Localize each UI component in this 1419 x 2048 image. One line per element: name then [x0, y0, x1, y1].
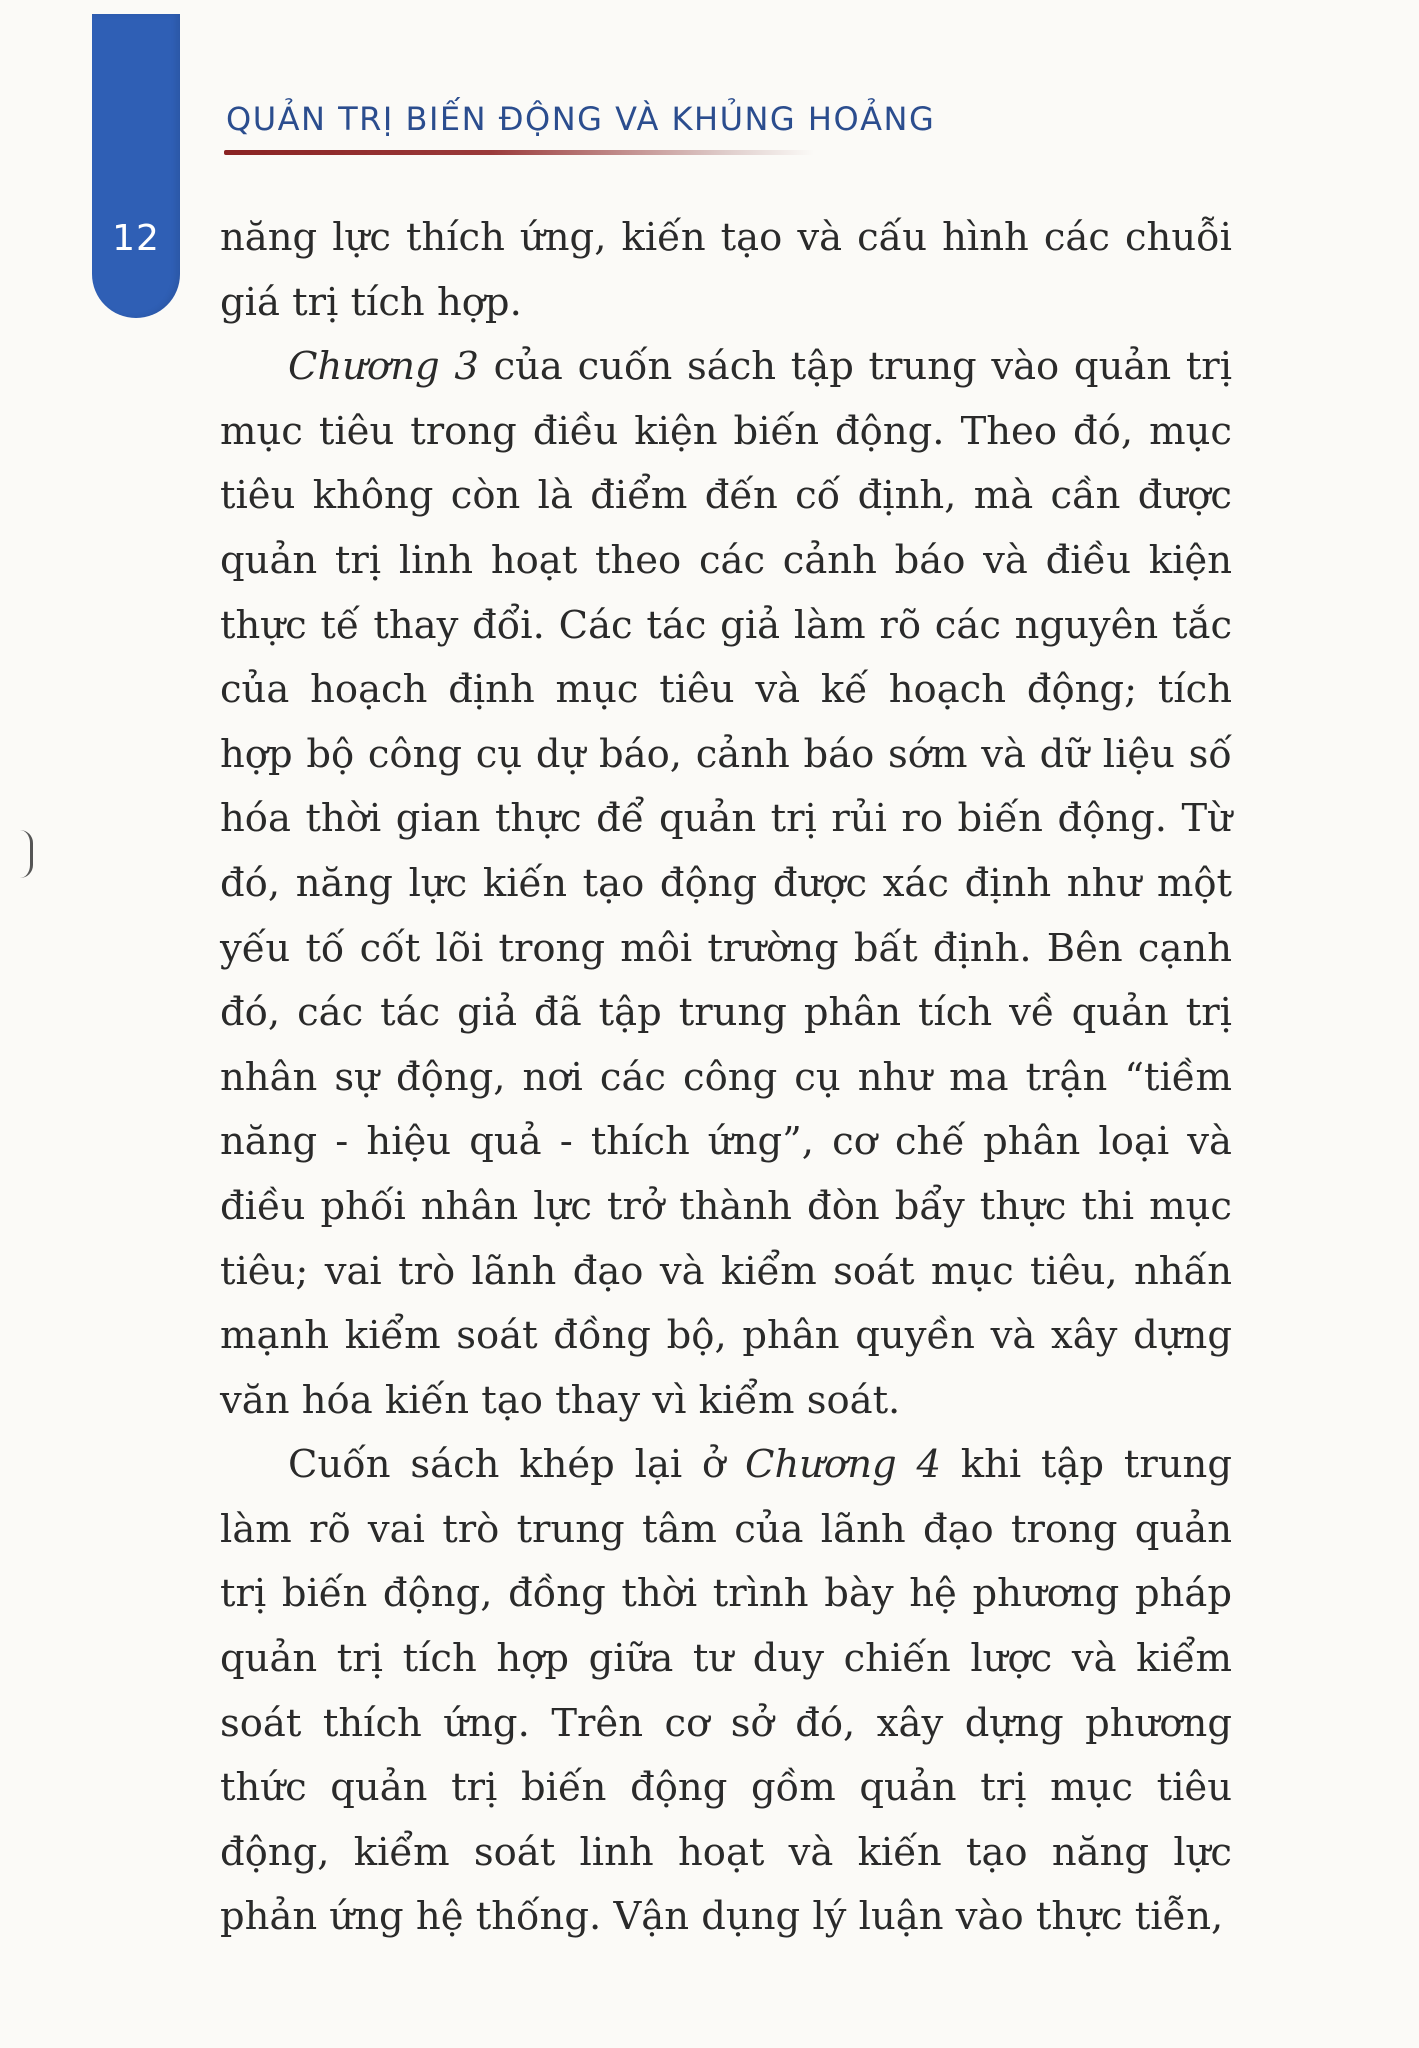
page-number-tab — [92, 14, 180, 318]
margin-mark — [20, 830, 33, 878]
paragraph-3-text-before: Cuốn sách khép lại ở — [288, 1442, 745, 1488]
chapter-4-reference: Chương 4 — [745, 1442, 941, 1488]
paragraph-1 — [220, 206, 1232, 335]
chapter-3-reference: Chương 3 — [288, 344, 479, 390]
body-text — [220, 206, 1232, 1950]
paragraph-2-text: của cuốn sách tập trung vào quản trị mục tiêu trong điều kiện biến động. Theo đó, mục tiêu không còn là điểm đến cố định, mà cần được quản trị linh hoạt theo các cảnh báo và điều kiện thực tế thay đổi. Các tác giả làm rõ các nguyên tắc của hoạch định mục tiêu và kế hoạch động; tích hợp bộ công cụ dự báo, cảnh báo sớm và dữ liệu số hóa thời gian thực để quản trị rủi ro biến động. Từ đó, năng lực kiến tạo động được xác định như một yếu tố cốt lõi trong môi trường bất định. Bên cạnh đó, các tác giả đã tập trung phân tích về quản trị nhân sự động, nơi các công cụ như ma trận “tiềm năng - hiệu quả - thích ứng”, cơ chế phân loại và điều phối nhân lực trở thành đòn bẩy thực thi mục tiêu; vai trò lãnh đạo và kiểm soát mục tiêu, nhấn mạnh kiểm soát đồng bộ, phân quyền và xây dựng văn hóa kiến tạo thay vì kiểm soát. — [220, 344, 1233, 1423]
paragraph-1-text: năng lực thích ứng, kiến tạo và cấu hình các chuỗi giá trị tích hợp. — [220, 215, 1232, 325]
header-rule — [224, 150, 814, 155]
paragraph-3-text-after: khi tập trung làm rõ vai trò trung tâm của lãnh đạo trong quản trị biến động, đồng thời trình bày hệ phương pháp quản trị tích hợp giữa tư duy chiến lược và kiểm soát thích ứng. Trên cơ sở đó, xây dựng phương thức quản trị biến động gồm quản trị mục tiêu động, kiểm soát linh hoạt và kiến tạo năng lực phản ứng hệ thống. Vận dụng lý luận vào thực tiễn, — [220, 1442, 1232, 1940]
page-number: 12 — [112, 218, 160, 259]
paragraph-3 — [220, 1433, 1232, 1950]
running-header: QUẢN TRỊ BIẾN ĐỘNG VÀ KHỦNG HOẢNG — [226, 100, 936, 138]
paragraph-2 — [220, 335, 1232, 1433]
